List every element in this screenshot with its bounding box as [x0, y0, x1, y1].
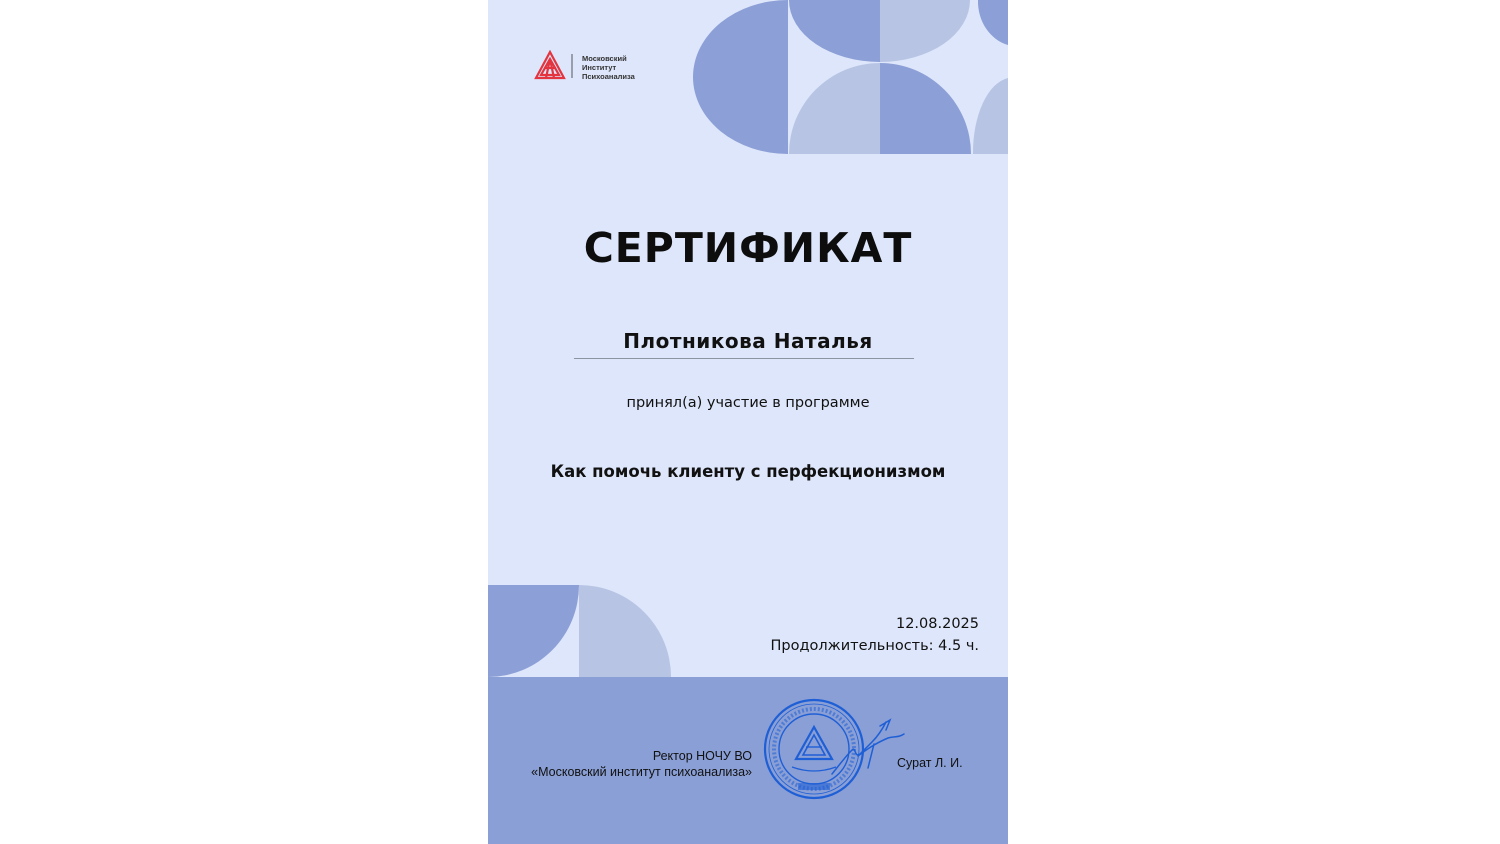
issue-date: 12.08.2025 — [895, 616, 979, 632]
rector-line-2: «Московский институт психоанализа» — [531, 765, 752, 779]
recipient-name: Плотникова Наталья — [623, 329, 873, 353]
logo-line-1: Московский — [582, 54, 627, 63]
participation-text: принял(а) участие в программе — [626, 395, 870, 411]
certificate — [488, 0, 1008, 844]
certificate-title: СЕРТИФИКАТ — [583, 224, 913, 272]
program-name: Как помочь клиенту с перфекционизмом — [550, 462, 946, 481]
name-underline — [574, 358, 914, 359]
rector-signature-icon — [828, 716, 908, 778]
logo-line-3: Психоанализа — [582, 72, 635, 81]
program-duration: Продолжительность: 4.5 ч. — [770, 638, 979, 654]
rector-title — [531, 748, 752, 780]
logo-text — [582, 54, 635, 81]
signer-name: Сурат Л. И. — [897, 756, 963, 770]
logo-line-2: Институт — [582, 63, 617, 72]
top-decoration — [668, 0, 1008, 154]
rector-line-1: Ректор НОЧУ ВО — [652, 749, 752, 763]
bottom-decoration — [488, 585, 672, 677]
